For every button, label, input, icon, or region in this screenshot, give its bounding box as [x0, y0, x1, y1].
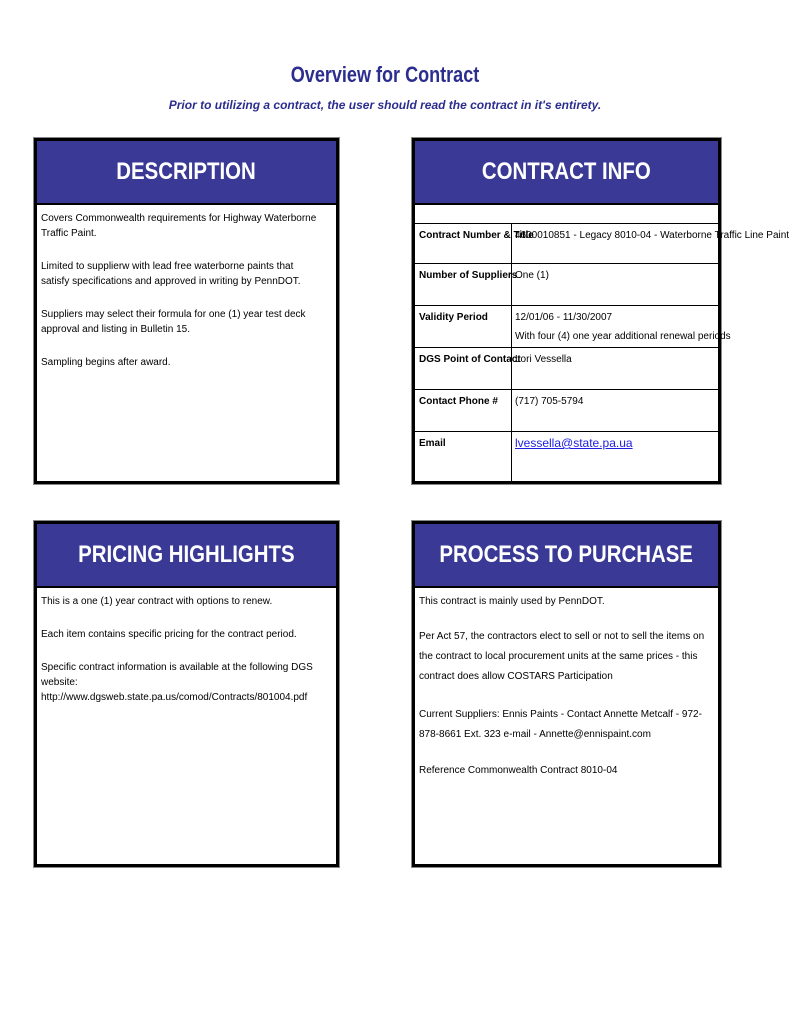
pricing-panel — [34, 521, 339, 867]
process-paragraph: Reference Commonwealth Contract 8010-04 — [419, 765, 618, 776]
row-value-detail: With four (4) one year additional renewal periods — [515, 331, 731, 342]
page-subtitle: Prior to utilizing a contract, the user should read the contract in it's entirety. — [168, 98, 602, 112]
pricing-paragraph: Each item contains specific pricing for the contract period. — [41, 629, 297, 640]
pricing-paragraph: Specific contract information is available at the following DGS website: http://www.dgsweb.state.pa.us/comod/Contracts/801004.pdf — [41, 662, 313, 703]
pricing-body — [37, 588, 336, 864]
row-label: Contract Number & Title — [419, 230, 534, 241]
description-panel — [34, 138, 339, 484]
page-title: Overview for Contract — [290, 62, 480, 87]
table-row — [415, 389, 718, 432]
row-label: DGS Point of Contact — [419, 354, 521, 365]
contract-info-heading: CONTRACT INFO — [482, 158, 651, 185]
row-value: (717) 705-5794 — [515, 396, 584, 407]
row-label: Email — [419, 438, 446, 449]
row-label: Contact Phone # — [419, 396, 498, 407]
row-label: Validity Period — [419, 312, 488, 323]
process-paragraph: Per Act 57, the contractors elect to sell or not to sell the items on the contract to local procurement units at the same prices - this contract does allow COSTARS Participation — [419, 631, 705, 682]
process-paragraph: This contract is mainly used by PennDOT. — [419, 596, 605, 607]
row-value: Lori Vessella — [515, 354, 572, 365]
table-row — [415, 347, 718, 390]
description-heading: DESCRIPTION — [116, 158, 257, 185]
description-paragraph: Suppliers may select their formula for one (1) year test deck approval and listing in Bulletin 15. — [41, 309, 306, 335]
description-paragraph: Covers Commonwealth requirements for Highway Waterborne Traffic Paint. — [41, 213, 317, 239]
table-row — [415, 263, 718, 306]
pricing-heading: PRICING HIGHLIGHTS — [78, 541, 295, 568]
contract-info-table — [415, 223, 789, 481]
description-header — [37, 141, 336, 205]
description-paragraph: Limited to supplierw with lead free waterborne paints that satisfy specifications and approved in writing by PennDOT. — [41, 261, 301, 287]
contract-info-header — [415, 141, 718, 205]
email-link[interactable]: lvessella@state.pa.ua — [515, 436, 633, 450]
row-value: 12/01/06 - 11/30/2007 — [515, 312, 613, 323]
table-row — [415, 305, 731, 348]
table-row — [415, 431, 718, 478]
row-label: Number of Suppliers — [419, 270, 518, 281]
pricing-header — [37, 524, 336, 588]
row-value: One (1) — [515, 270, 549, 281]
contract-info-body — [415, 205, 789, 481]
process-body — [415, 588, 718, 864]
process-heading: PROCESS TO PURCHASE — [439, 541, 694, 568]
process-paragraph: Current Suppliers: Ennis Paints - Contact Annette Metcalf - 972-878-8661 Ext. 323 e-mail - Annette@ennispaint.com — [419, 709, 702, 740]
process-panel — [412, 521, 721, 867]
table-row — [415, 223, 789, 264]
description-body — [37, 205, 336, 481]
process-header — [415, 524, 718, 588]
pricing-paragraph: This is a one (1) year contract with options to renew. — [41, 596, 273, 607]
row-value: 4600010851 - Legacy 8010-04 - Waterborne Traffic Line Paint — [515, 230, 789, 241]
description-paragraph: Sampling begins after award. — [41, 357, 171, 368]
contract-info-panel — [412, 138, 789, 484]
